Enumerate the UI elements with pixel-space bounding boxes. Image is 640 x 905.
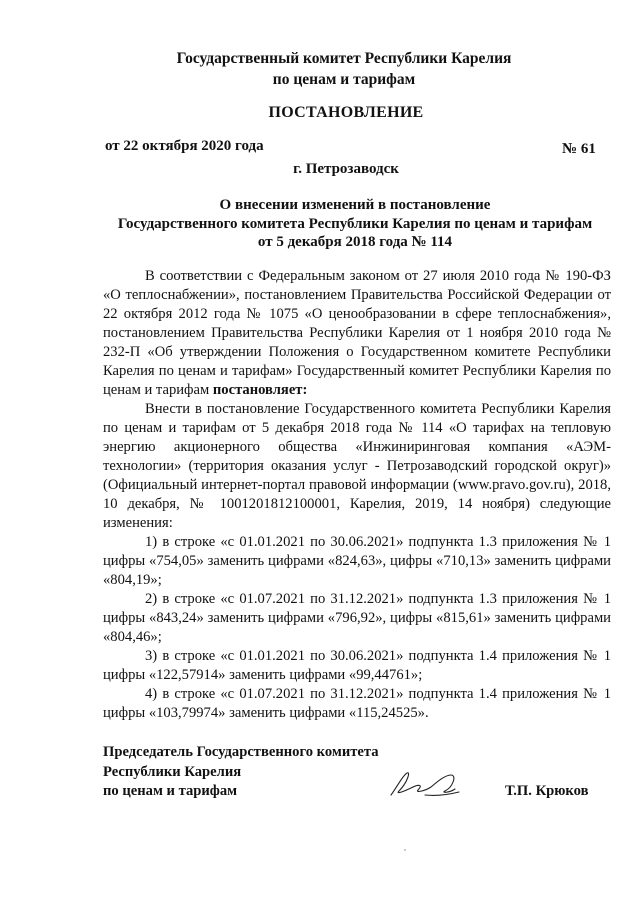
document-subject <box>100 196 610 252</box>
document-number: № 61 <box>562 141 596 157</box>
change-item-4: 4) в строке «с 01.07.2021 по 31.12.2021» подпункта 1.4 приложения № 1 цифры «103,79974» заменить цифрами «115,24525». <box>103 686 611 721</box>
preamble-text: В соответствии с Федеральным законом от 27 июля 2010 года № 190-ФЗ «О теплоснабжении», постановлением Правительства Российской Федерации от 22 октября 2012 года № 1075 «О ценообразовании в сфере теплоснабжения», постановлением Правительства Республики Карелия от 1 ноября 2010 года № 232-П «Об утверждении Положения о Государственном комитете Республики Карелия по ценам и тарифам» Государственный комитет Республики Карелия по ценам и тарифам <box>103 268 611 398</box>
change-item-3: 3) в строке «с 01.01.2021 по 30.06.2021» подпункта 1.4 приложения № 1 цифры «122,57914» заменить цифрами «99,44761»; <box>103 648 611 683</box>
org-line-1: Государственный комитет Республики Карелия <box>176 50 512 67</box>
handwritten-signature <box>385 765 475 805</box>
scan-speck <box>404 849 406 851</box>
change-item-1: 1) в строке «с 01.01.2021 по 30.06.2021» подпункта 1.3 приложения № 1 цифры «754,05» заменить цифрами «824,63», цифры «710,13» заменить цифрами «804,19»; <box>103 534 611 588</box>
subject-line-2: Государственного комитета Республики Карелия по ценам и тарифам <box>117 215 593 232</box>
position-line-1: Председатель Государственного комитета <box>103 744 379 760</box>
org-line-2: по ценам и тарифам <box>272 71 416 88</box>
position-line-3: по ценам и тарифам <box>103 783 238 799</box>
position-line-2: Республики Карелия <box>103 763 242 780</box>
document-date: от 22 октября 2020 года <box>105 138 264 154</box>
document-type: ПОСТАНОВЛЕНИЕ <box>268 104 424 121</box>
signatory-name: Т.П. Крюков <box>505 783 589 799</box>
resolves-keyword: постановляет: <box>212 382 308 398</box>
change-item-2: 2) в строке «с 01.07.2021 по 31.12.2021» подпункта 1.3 приложения № 1 цифры «843,24» заменить цифрами «796,92», цифры «815,61» заменить цифрами «804,46»; <box>103 591 611 645</box>
preamble-paragraph <box>103 267 611 400</box>
document-city: г. Петрозаводск <box>293 161 399 177</box>
subject-line-1: О внесении изменений в постановление <box>219 197 491 213</box>
subject-line-3: от 5 декабря 2018 года № 114 <box>257 234 453 250</box>
organization-name <box>0 48 640 90</box>
main-paragraph: Внести в постановление Государственного комитета Республики Карелия по ценам и тарифам от 5 декабря 2018 года № 114 «О тарифах на тепловую энергию акционерного общества «Инжиниринговая компания «АЭМ-технологии» (территория оказания услуг - Петрозаводский городской округ)» (Официальный интернет-портал правовой информации (www.pravo.gov.ru), 2018, 10 декабря, № 1001201812100001, Карелия, 2019, 14 ноября) следующие изменения: <box>103 401 611 531</box>
document-body <box>103 267 611 723</box>
signatory-position <box>103 743 379 802</box>
